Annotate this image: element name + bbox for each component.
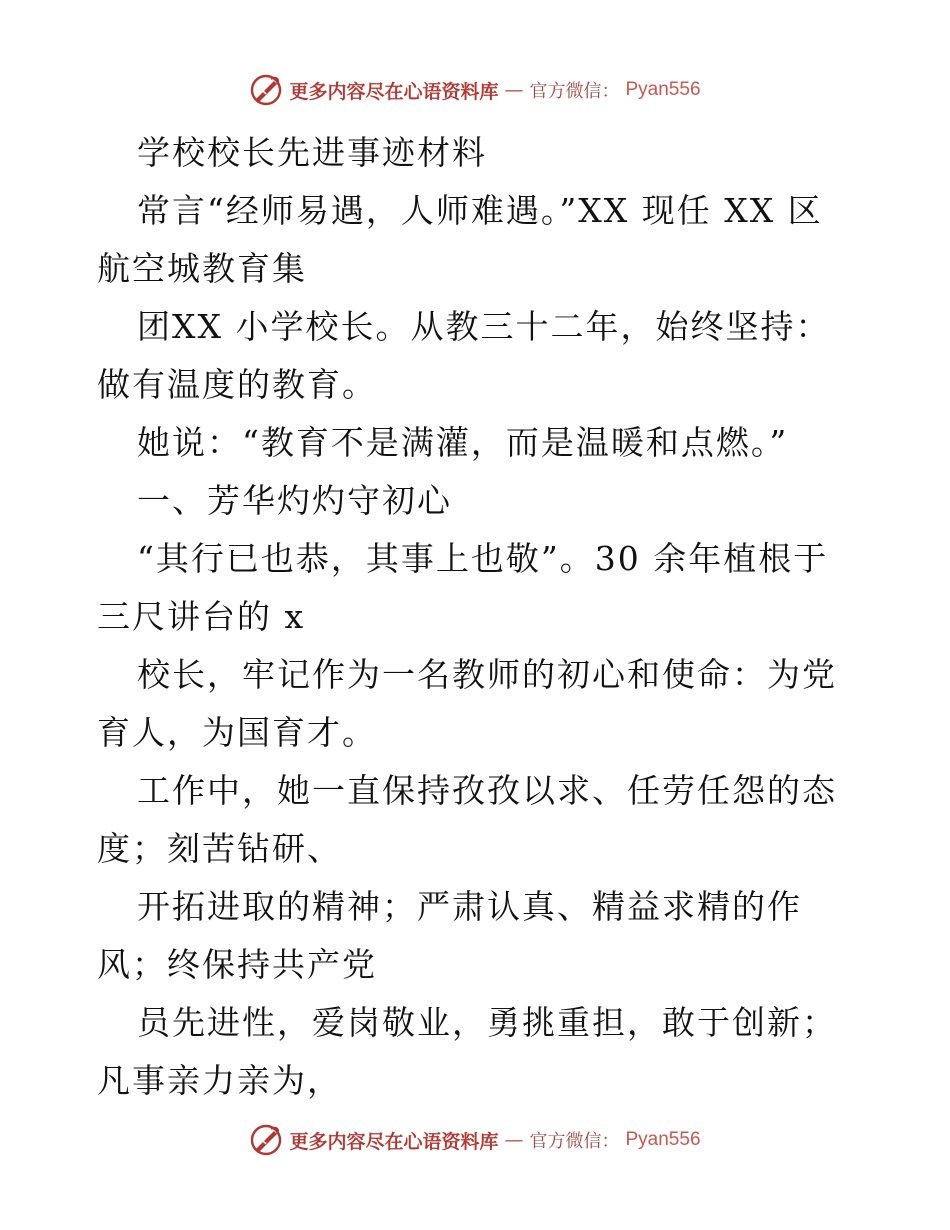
paragraph: 工作中，她一直保持孜孜以求、任劳任怨的态度；刻苦钻研、 xyxy=(97,771,837,868)
banner-wechat-label: 官方微信： xyxy=(529,81,620,102)
document-title: 学校校长先进事迹材料 xyxy=(137,133,487,172)
footer-watermark-banner xyxy=(0,1120,950,1160)
banner-separator: — xyxy=(504,1129,524,1151)
banner-wechat-label: 官方微信： xyxy=(529,1131,620,1152)
quill-pen-logo-icon xyxy=(249,73,283,107)
quill-pen-logo-icon xyxy=(249,1123,283,1157)
header-watermark-banner xyxy=(0,70,950,110)
paragraph: “其行已也恭，其事上也敬”。30 余年植根于三尺讲台的 x xyxy=(97,539,829,636)
banner-wechat-id: Pyan556 xyxy=(625,1129,701,1150)
paragraph: 开拓进取的精神；严肃认真、精益求精的作风；终保持共产党 xyxy=(97,887,802,984)
paragraph: 员先进性，爱岗敬业，勇挑重担，敢于创新；凡事亲力亲为， xyxy=(97,1003,837,1100)
paragraph: 团XX 小学校长。从教三十二年，始终坚持：做有温度的教育。 xyxy=(97,307,831,404)
paragraph: 校长，牢记作为一名教师的初心和使命：为党育人，为国育才。 xyxy=(97,655,837,752)
section-heading: 一、芳华灼灼守初心 xyxy=(137,481,452,520)
banner-separator: — xyxy=(504,79,524,101)
paragraph: 她说：“教育不是满灌，而是温暖和点燃。” xyxy=(137,423,789,462)
paragraph: 常言“经师易遇，人师难遇。”XX 现任 XX 区航空城教育集 xyxy=(97,191,823,288)
banner-wechat-id: Pyan556 xyxy=(625,79,701,100)
document-body xyxy=(97,124,857,1110)
banner-brand-text: 更多内容尽在心语资料库 xyxy=(289,1130,499,1153)
banner-brand-text: 更多内容尽在心语资料库 xyxy=(289,80,499,103)
